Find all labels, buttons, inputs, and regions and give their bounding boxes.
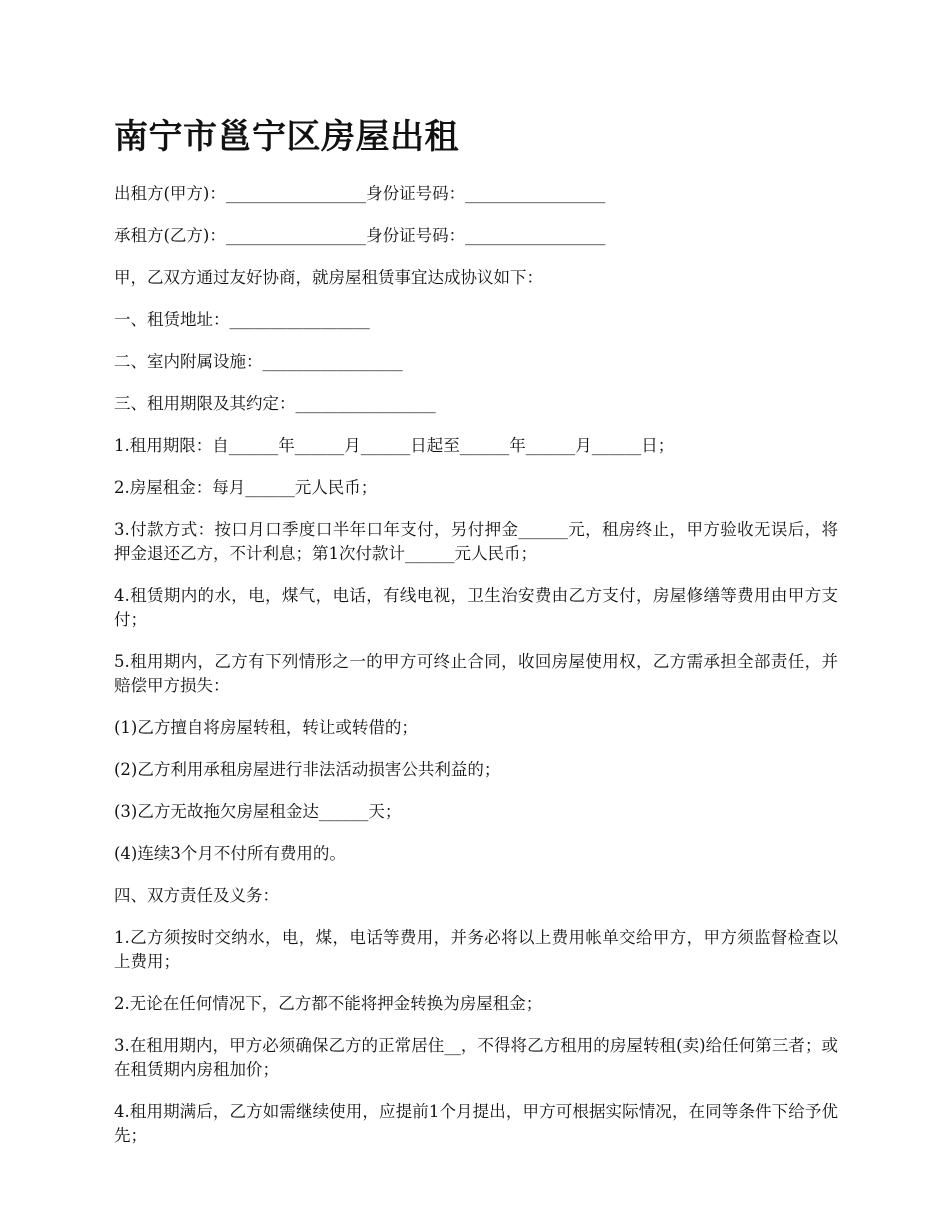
intro-paragraph: 甲，乙双方通过友好协商，就房屋租赁事宜达成协议如下： bbox=[114, 268, 543, 287]
termination-item-3: (3)乙方无故拖欠房屋租金达______天； bbox=[114, 802, 402, 821]
clause-term: 1.租用期限：自______年______月______日起至______年______月______日； bbox=[114, 436, 675, 455]
duty-1: 1.乙方须按时交纳水，电，煤，电话等费用，并务必将以上费用帐单交给甲方，甲方须监督检查以上费用； bbox=[114, 928, 838, 971]
section-term-heading: 三、租用期限及其约定：_________________ bbox=[114, 394, 436, 413]
termination-item-1: (1)乙方擅自将房屋转租，转让或转借的； bbox=[114, 718, 418, 737]
termination-item-2: (2)乙方利用承租房屋进行非法活动损害公共利益的； bbox=[114, 760, 501, 779]
clause-rent: 2.房屋租金：每月______元人民币； bbox=[114, 478, 378, 497]
section-rental-address: 一、租赁地址：_________________ bbox=[114, 310, 370, 329]
document-page bbox=[114, 112, 838, 1166]
clause-utilities: 4.租赁期内的水，电，煤气，电话，有线电视，卫生治安费由乙方支付，房屋修缮等费用由甲方支付； bbox=[114, 586, 838, 629]
clause-termination: 5.租用期内，乙方有下列情形之一的甲方可终止合同，收回房屋使用权，乙方需承担全部责任，并赔偿甲方损失： bbox=[114, 652, 838, 695]
duty-4: 4.租用期满后，乙方如需继续使用，应提前1个月提出，甲方可根据实际情况，在同等条件下给予优先； bbox=[114, 1102, 838, 1145]
section-duties-heading: 四、双方责任及义务： bbox=[114, 886, 279, 905]
section-facilities: 二、室内附属设施：_________________ bbox=[114, 352, 403, 371]
lessor-line: 出租方(甲方)：_________________身份证号码：_________________ bbox=[114, 184, 606, 203]
duty-3: 3.在租用期内，甲方必须确保乙方的正常居住__，不得将乙方租用的房屋转租(卖)给任何第三者；或在租赁期内房租加价； bbox=[114, 1036, 838, 1079]
termination-item-4: (4)连续3个月不付所有费用的。 bbox=[114, 844, 346, 863]
clause-payment: 3.付款方式：按口月口季度口半年口年支付，另付押金______元，租房终止，甲方验收无误后，将押金退还乙方，不计利息；第1次付款计______元人民币； bbox=[114, 520, 838, 563]
document-title: 南宁市邕宁区房屋出租 bbox=[114, 117, 459, 157]
duty-2: 2.无论在任何情况下，乙方都不能将押金转换为房屋租金； bbox=[114, 994, 543, 1013]
lessee-line: 承租方(乙方)：_________________身份证号码：_________________ bbox=[114, 226, 606, 245]
